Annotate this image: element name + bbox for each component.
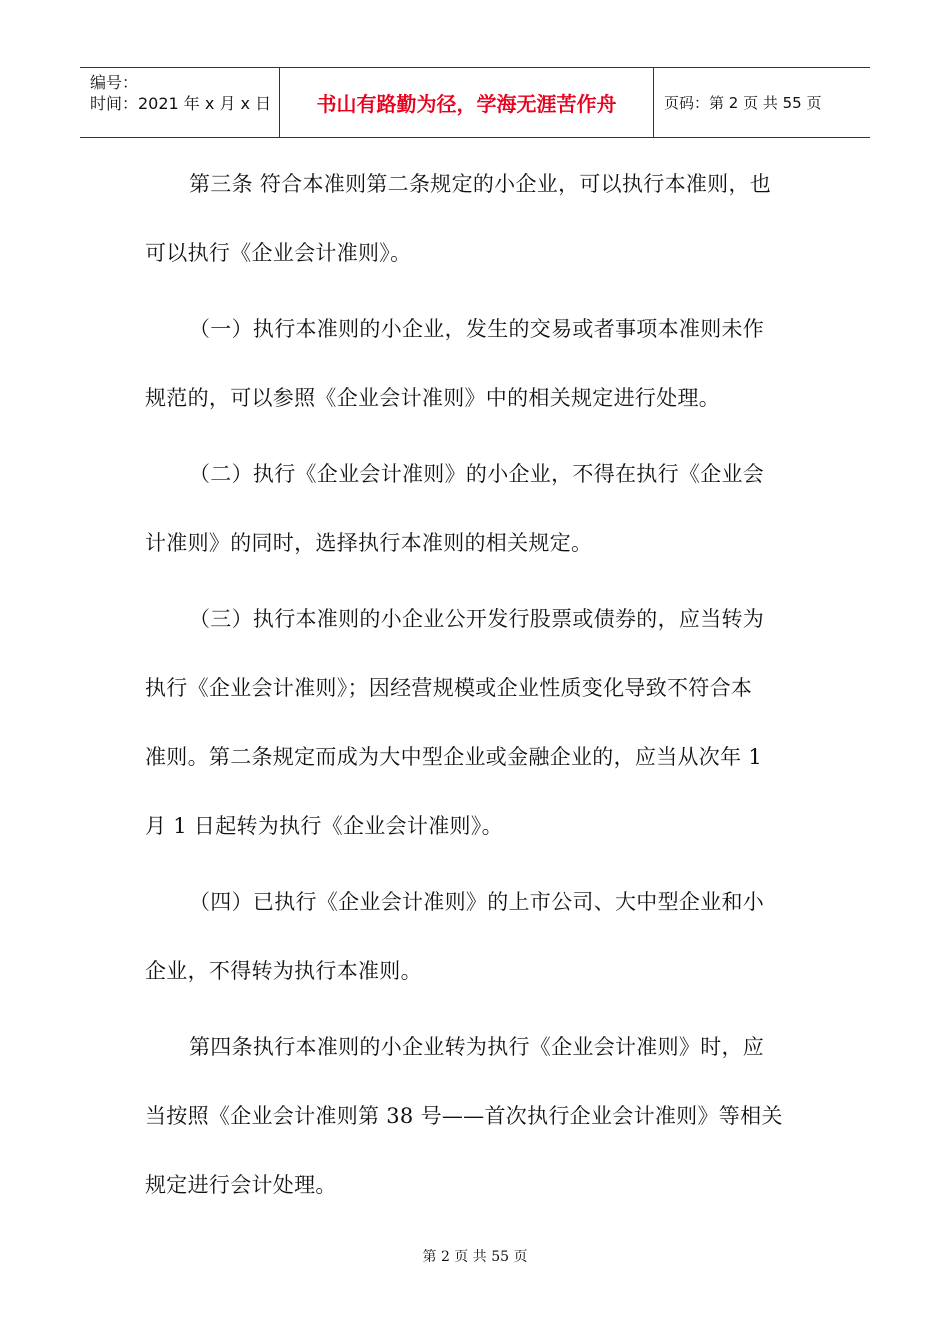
document-body bbox=[145, 150, 805, 1227]
paragraph-line: 第三条 符合本准则第二条规定的小企业，可以执行本准则，也 bbox=[189, 172, 772, 196]
paragraph-article-4 bbox=[145, 1013, 805, 1220]
page-header bbox=[80, 67, 870, 138]
paragraph-item-3 bbox=[145, 585, 805, 861]
paragraph-line: （四）已执行《企业会计准则》的上市公司、大中型企业和小 bbox=[189, 890, 765, 914]
paragraph-line: 计准则》的同时，选择执行本准则的相关规定。 bbox=[145, 531, 593, 555]
paragraph-line: 当按照《企业会计准则第 38 号——首次执行企业会计准则》等相关 bbox=[145, 1104, 783, 1128]
header-motto: 书山有路勤为径，学海无涯苦作舟 bbox=[280, 68, 654, 137]
header-page-info: 页码：第 2 页 共 55 页 bbox=[664, 94, 822, 112]
paragraph-line: 执行《企业会计准则》；因经营规模或企业性质变化导致不符合本 bbox=[145, 676, 753, 700]
header-meta bbox=[80, 68, 280, 137]
paragraph-line: 第四条执行本准则的小企业转为执行《企业会计准则》时，应 bbox=[189, 1035, 765, 1059]
paragraph-line: 准则。第二条规定而成为大中型企业或金融企业的，应当从次年 1 bbox=[145, 745, 763, 769]
paragraph-line: 规范的，可以参照《企业会计准则》中的相关规定进行处理。 bbox=[145, 386, 721, 410]
paragraph-line: （二）执行《企业会计准则》的小企业，不得在执行《企业会 bbox=[189, 462, 765, 486]
paragraph-line: 规定进行会计处理。 bbox=[145, 1173, 337, 1197]
doc-number-label: 编号： bbox=[90, 73, 139, 92]
paragraph-line: 企业，不得转为执行本准则。 bbox=[145, 959, 422, 983]
page-footer: 第 2 页 共 55 页 bbox=[422, 1249, 528, 1265]
paragraph-item-4 bbox=[145, 868, 805, 1006]
paragraph-line: （三）执行本准则的小企业公开发行股票或债券的，应当转为 bbox=[189, 607, 765, 631]
paragraph-item-2 bbox=[145, 440, 805, 578]
paragraph-line: 可以执行《企业会计准则》。 bbox=[145, 241, 412, 265]
doc-date-label: 时间：2021 年 x 月 x 日 bbox=[90, 94, 272, 113]
paragraph-line: 月 1 日起转为执行《企业会计准则》。 bbox=[145, 814, 503, 838]
paragraph-line: （一）执行本准则的小企业，发生的交易或者事项本准则未作 bbox=[189, 317, 765, 341]
paragraph-item-1 bbox=[145, 295, 805, 433]
paragraph-article-3 bbox=[145, 150, 805, 288]
